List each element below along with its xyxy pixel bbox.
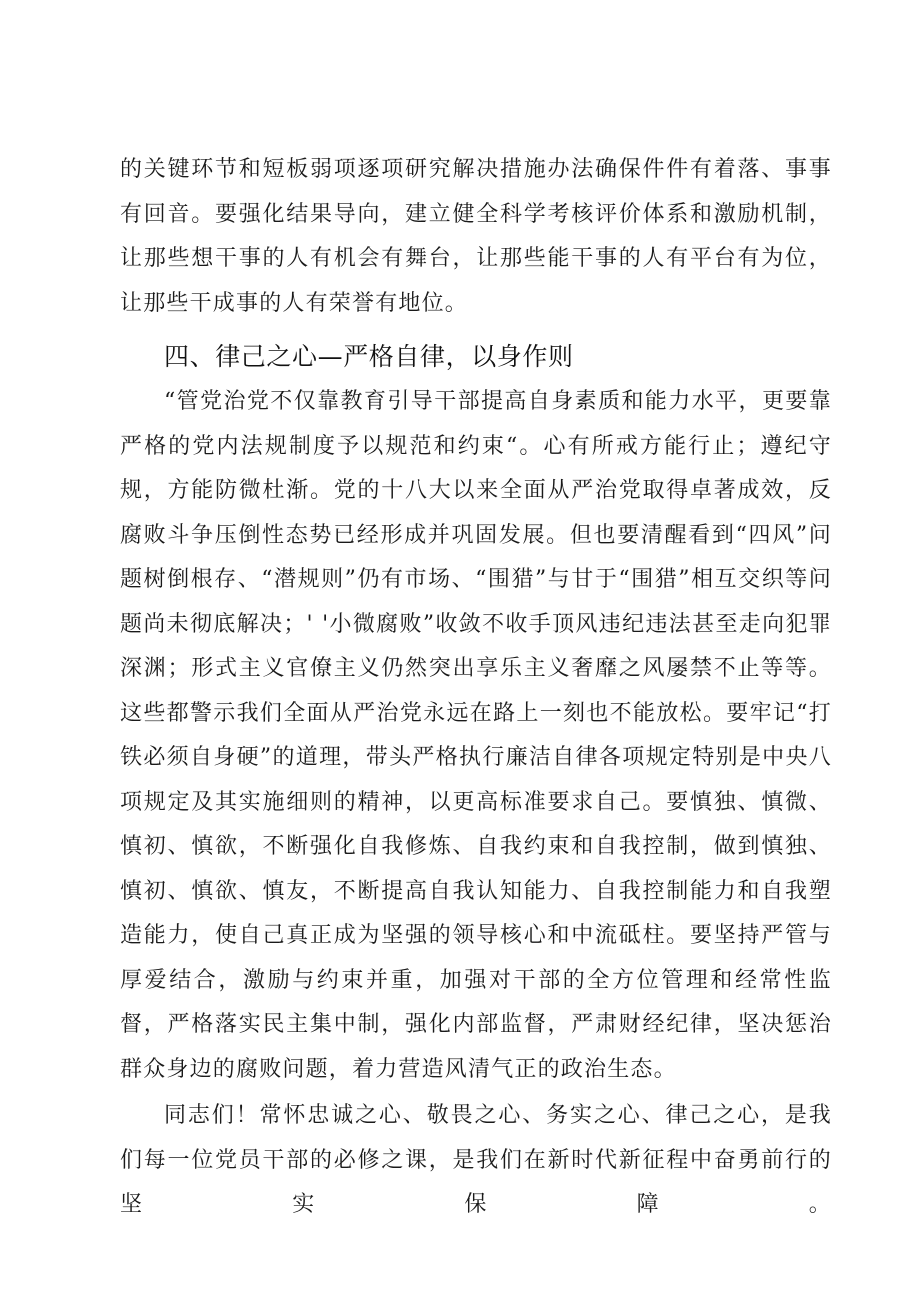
document-body: [120, 148, 832, 1228]
section-heading-4: 四、律己之心—严格自律，以身作则: [164, 342, 574, 371]
paragraph-closing: 同志们！常怀忠诚之心、敬畏之心、务实之心、律己之心，是我们每一位党员干部的必修之课，是我们在新时代新征程中奋勇前行的坚实保障。: [120, 1103, 832, 1217]
paragraph-self-discipline: “管党治党不仅靠教育引导干部提高自身素质和能力水平，更要靠严格的党内法规制度予以规范和约束“。心有所戒方能行止；遵纪守规，方能防微杜渐。党的十八大以来全面从严治党取得卓著成效，反腐败斗争压倒性态势已经形成并巩固发展。但也要清醒看到“四风”问题树倒根存、“潜规则”仍有市场、“围猎”与甘于“围猎”相互交织等问题尚未彻底解决；' '小微腐败”收敛不收手顶风违纪违法甚至走向犯罪深渊；形式主义官僚主义仍然突出享乐主义奢靡之风屡禁不止等等。这些都警示我们全面从严治党永远在路上一刻也不能放松。要牢记“打铁必须自身硬”的道理，带头严格执行廉洁自律各项规定特别是中央八项规定及其实施细则的精神，以更高标准要求自己。要慎独、慎微、慎初、慎欲，不断强化自我修炼、自我约束和自我控制，做到慎独、慎初、慎欲、慎友，不断提高自我认知能力、自我控制能力和自我塑造能力，使自己真正成为坚强的领导核心和中流砥柱。要坚持严管与厚爱结合，激励与约束并重，加强对干部的全方位管理和经常性监督，严格落实民主集中制，强化内部监督，严肃财经纪律，坚决惩治群众身边的腐败问题，着力营造风清气正的政治生态。: [120, 389, 832, 1082]
paragraph-continuation: 的关键环节和短板弱项逐项研究解决措施办法确保件件有着落、事事有回音。要强化结果导向，建立健全科学考核评价体系和激励机制，让那些想干事的人有机会有舞台，让那些能干事的人有平台有为位，让那些干成事的人有荣誉有地位。: [120, 157, 832, 316]
